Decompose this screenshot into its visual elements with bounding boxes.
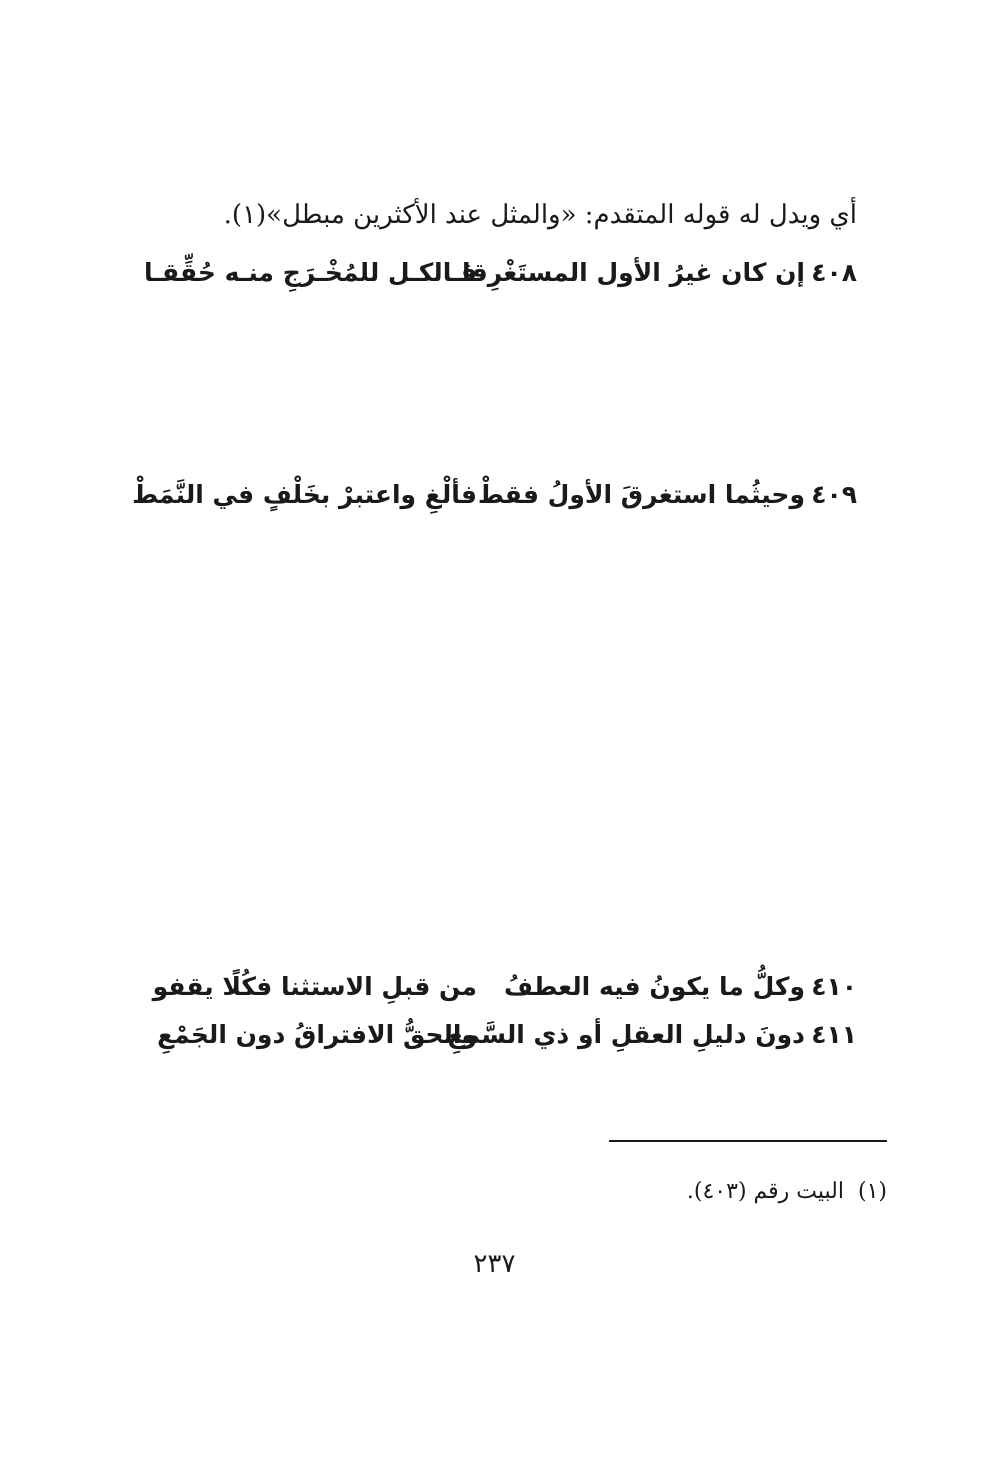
verse-hemistich-2: فـالكـل للمُخْـرَجِ منـه حُقِّقـا <box>143 258 477 287</box>
footnote-divider <box>609 1140 887 1142</box>
verse-hemistich-2: فألْغِ واعتبرْ بخَلْفٍ في النَّمَطْ <box>132 480 477 509</box>
verse-hemistich-1: إن كان غيرُ الأول المستَغْرِقا <box>461 258 805 287</box>
footnote-text: البيت رقم (٤٠٣). <box>686 1179 844 1204</box>
verse-hemistich-1: وكلُّ ما يكونُ فيه العطفُ <box>504 972 805 1001</box>
verse-409 <box>107 470 857 520</box>
verse-number: ٤١١ <box>811 1020 857 1049</box>
verse-hemistich-2: من قبلِ الاستثنا فكُلًا يقفو <box>152 972 477 1001</box>
verse-hemistich-2: والحقُّ الافتراقُ دون الجَمْعِ <box>157 1020 477 1049</box>
verse-411 <box>107 1010 857 1060</box>
verse-number: ٤٠٨ <box>811 258 857 287</box>
verse-number: ٤١٠ <box>811 972 857 1001</box>
intro-line: أي ويدل له قوله المتقدم: «والمثل عند الأكثرين مبطل»(١). <box>223 200 857 230</box>
verse-hemistich-1: وحيثُما استغرقَ الأولُ فقطْ <box>477 480 805 509</box>
footnote <box>687 1172 887 1212</box>
verse-number: ٤٠٩ <box>811 480 857 509</box>
page-number: ٢٣٧ <box>473 1249 516 1279</box>
verse-408 <box>107 248 857 298</box>
verse-410 <box>107 962 857 1012</box>
footnote-number: (١) <box>857 1179 887 1204</box>
verse-hemistich-1: دونَ دليلِ العقلِ أو ذي السَّمعِ <box>447 1020 805 1049</box>
